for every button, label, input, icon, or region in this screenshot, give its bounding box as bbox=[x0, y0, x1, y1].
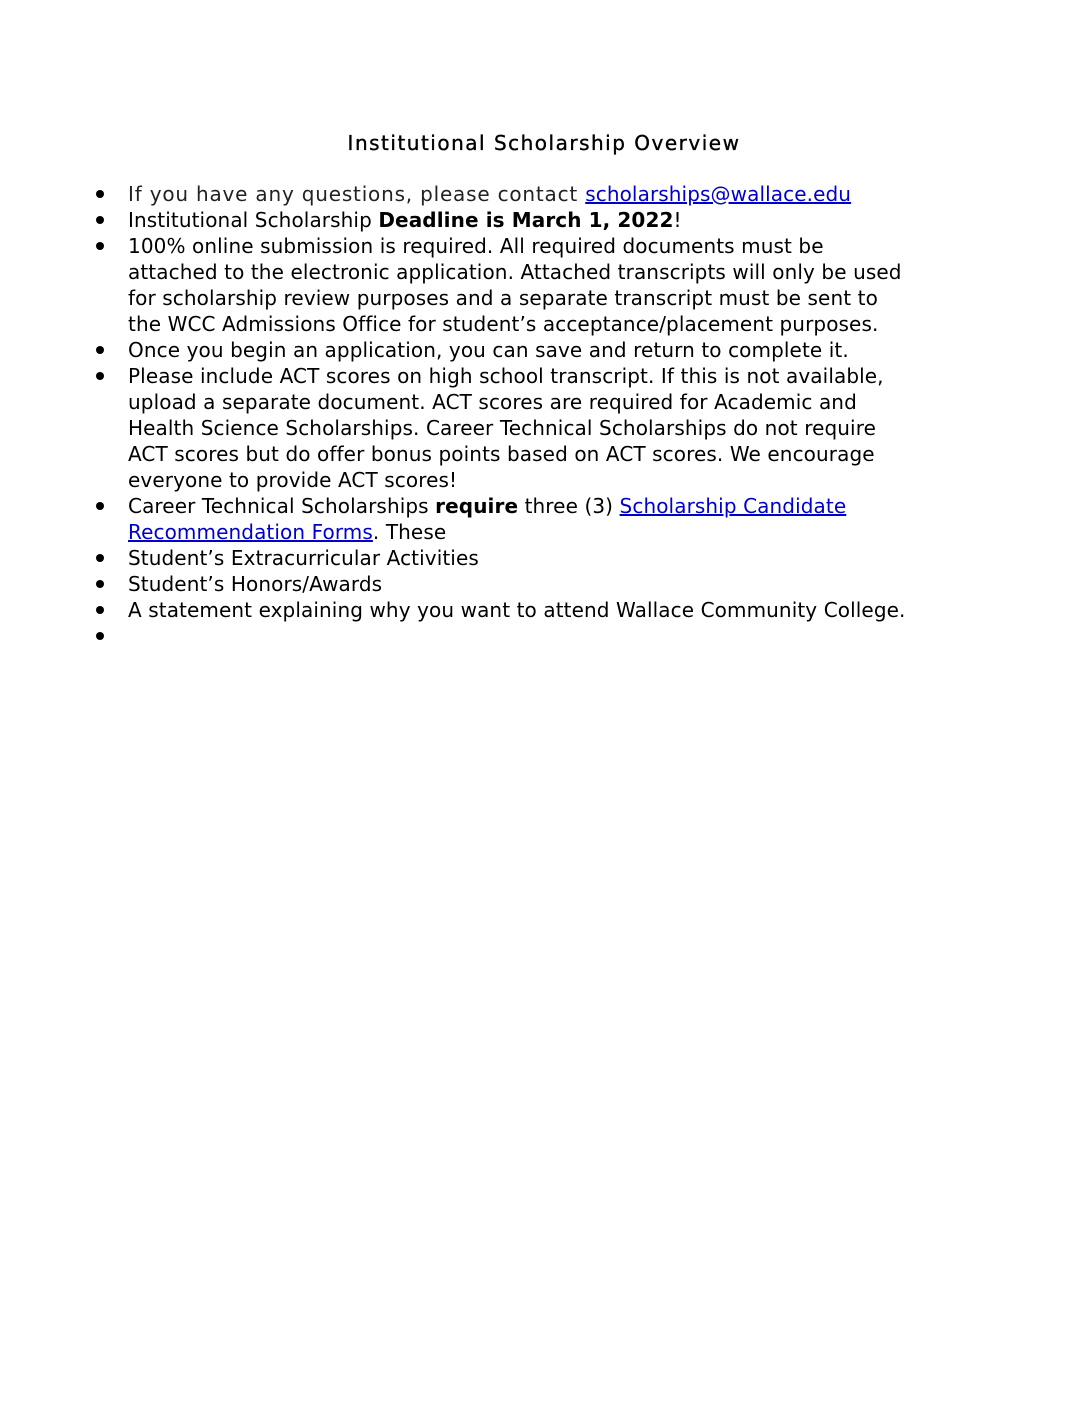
career-suffix: . These bbox=[372, 520, 447, 544]
list-item-career-technical bbox=[88, 493, 988, 545]
deadline-date: Deadline is March 1, 2022 bbox=[378, 208, 674, 232]
submission-line: the WCC Admissions Office for student’s acceptance/placement purposes. bbox=[128, 312, 879, 336]
act-line: Health Science Scholarships. Career Technical Scholarships do not require bbox=[128, 416, 876, 440]
contact-text: If you have any questions, please contact bbox=[128, 182, 586, 206]
list-item-online-submission bbox=[88, 233, 988, 337]
overview-list bbox=[88, 181, 988, 649]
career-middle: three (3) bbox=[518, 494, 620, 518]
list-item-deadline bbox=[88, 207, 988, 233]
act-line: everyone to provide ACT scores! bbox=[128, 468, 458, 492]
email-link[interactable]: scholarships@wallace.edu bbox=[585, 182, 852, 206]
statement-text: A statement explaining why you want to attend Wallace Community College. bbox=[128, 598, 906, 622]
list-item-contact bbox=[88, 181, 988, 207]
save-return-text: Once you begin an application, you can save and return to complete it. bbox=[128, 338, 849, 362]
list-item-extracurricular bbox=[88, 545, 988, 571]
submission-line: for scholarship review purposes and a separate transcript must be sent to bbox=[128, 286, 878, 310]
bullet-icon bbox=[96, 242, 104, 250]
submission-line: attached to the electronic application. Attached transcripts will only be used bbox=[128, 260, 902, 284]
page-title: Institutional Scholarship Overview bbox=[347, 131, 741, 155]
bullet-icon bbox=[96, 606, 104, 614]
bullet-icon bbox=[96, 216, 104, 224]
bullet-icon bbox=[96, 554, 104, 562]
bullet-icon bbox=[96, 190, 104, 198]
submission-line: 100% online submission is required. All required documents must be bbox=[128, 234, 824, 258]
recommendation-forms-link[interactable]: Scholarship Candidate bbox=[619, 494, 847, 518]
list-item-act-scores bbox=[88, 363, 988, 493]
deadline-prefix: Institutional Scholarship bbox=[128, 208, 379, 232]
act-line: ACT scores but do offer bonus points based on ACT scores. We encourage bbox=[128, 442, 875, 466]
deadline-suffix: ! bbox=[673, 208, 682, 232]
list-item-statement bbox=[88, 597, 988, 623]
list-item-empty bbox=[88, 623, 988, 649]
bullet-icon bbox=[96, 502, 104, 510]
list-item-honors bbox=[88, 571, 988, 597]
career-require: require bbox=[435, 494, 519, 518]
act-line: Please include ACT scores on high school transcript. If this is not available, bbox=[128, 364, 884, 388]
bullet-icon bbox=[96, 346, 104, 354]
bullet-icon bbox=[96, 580, 104, 588]
extracurricular-text: Student’s Extracurricular Activities bbox=[128, 546, 479, 570]
bullet-icon bbox=[96, 372, 104, 380]
act-line: upload a separate document. ACT scores are required for Academic and bbox=[128, 390, 857, 414]
list-item-save-return bbox=[88, 337, 988, 363]
bullet-icon bbox=[96, 632, 104, 640]
honors-text: Student’s Honors/Awards bbox=[128, 572, 383, 596]
career-prefix: Career Technical Scholarships bbox=[128, 494, 436, 518]
empty-text bbox=[128, 624, 134, 648]
recommendation-forms-link-cont[interactable]: Recommendation Forms bbox=[128, 520, 373, 544]
